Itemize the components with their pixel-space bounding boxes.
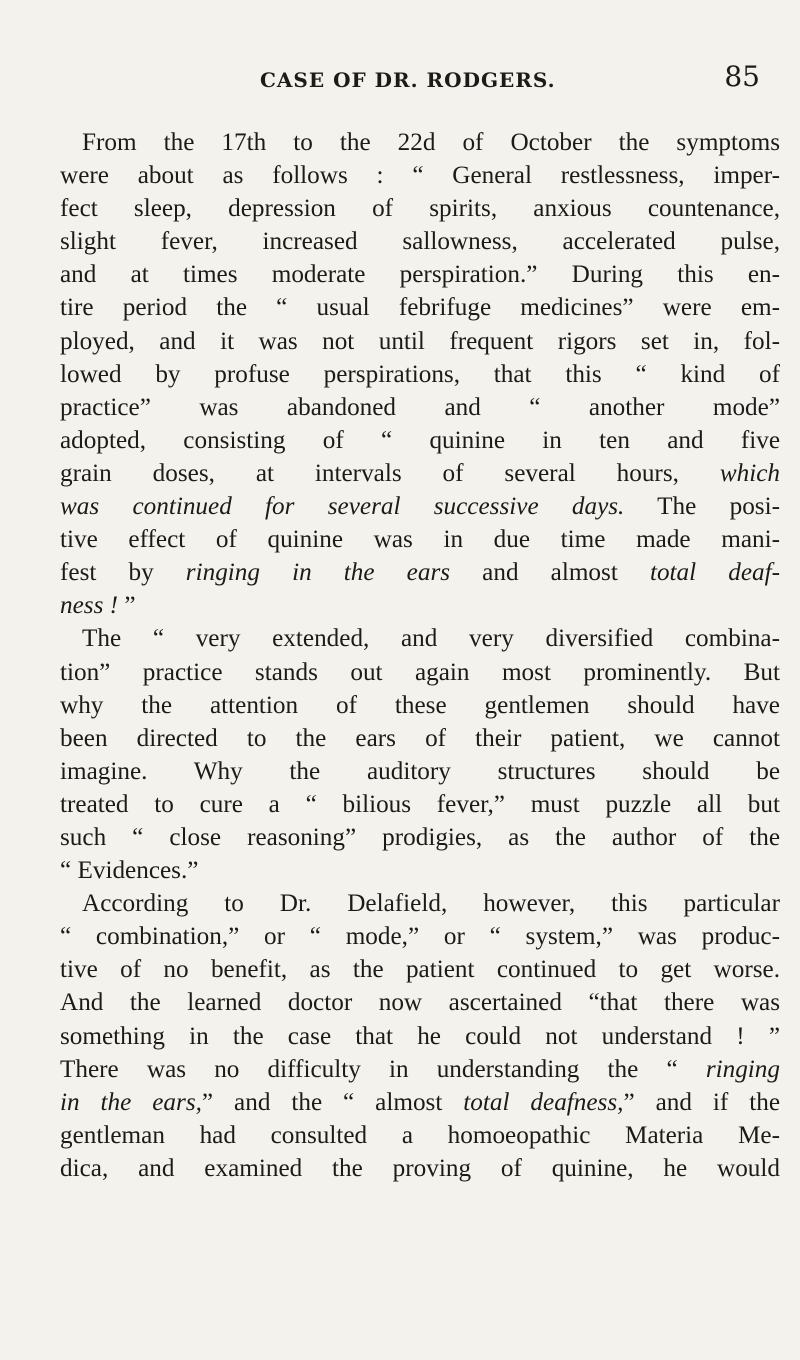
text-line: tion” practice stands out again most prominently. But (60, 658, 780, 686)
text-line (60, 556, 780, 589)
text-line: gentleman had consulted a homoeopathic Materia Me- (60, 1121, 780, 1149)
text-span: ” (124, 592, 136, 620)
text-line: From the 17th to the 22d of October the symptoms (82, 129, 780, 156)
text-span: grain doses, at intervals of several hours, (60, 459, 720, 487)
text-line: “ combination,” or “ mode,” or “ system,” was produc- (60, 923, 780, 951)
text-line: something in the case that he could not understand ! ” (60, 1022, 780, 1050)
italic-text: ness ! (60, 592, 125, 620)
text-line: According to Dr. Delafield, however, this particular (82, 890, 780, 918)
running-head (120, 60, 760, 100)
text-line: And the learned doctor now ascertained “that there was (60, 989, 780, 1017)
text-line (60, 1086, 780, 1119)
text-line: “ Evidences.” (60, 857, 199, 885)
text-span: ” and the “ almost (201, 1088, 464, 1116)
text-line: were about as follows : “ General restlessness, imper- (60, 162, 780, 190)
text-line: why the attention of these gentlemen should have (60, 691, 780, 719)
text-line: and at times moderate perspiration.” During this en- (60, 261, 780, 289)
italic-text: which (719, 459, 780, 487)
text-line: tive of no benefit, as the patient continued to get worse. (60, 956, 780, 984)
text-line: ployed, and it was not until frequent rigors set in, fol- (60, 327, 780, 355)
text-line: treated to cure a “ bilious fever,” must puzzle all but (60, 790, 780, 818)
italic-text: ringing (705, 1055, 780, 1083)
text-line (60, 589, 780, 622)
text-line (60, 490, 780, 523)
text-line: such “ close reasoning” prodigies, as the author of the (60, 823, 780, 851)
italic-text: ringing in the ears (185, 559, 451, 587)
text-line: been directed to the ears of their patient, we cannot (60, 724, 780, 752)
text-line: The “ very extended, and very diversified combina- (82, 625, 780, 653)
text-line: dica, and examined the proving of quinine, he would (60, 1154, 780, 1182)
text-line: tire period the “ usual febrifuge medicines” were em- (60, 294, 780, 322)
text-span: ” and if the (623, 1088, 780, 1116)
text-line: slight fever, increased sallowness, accelerated pulse, (60, 228, 780, 256)
running-head-title: CASE OF DR. RODGERS. (260, 68, 556, 92)
text-line: tive effect of quinine was in due time made mani- (60, 526, 780, 554)
italic-text: was continued for several successive days. (60, 493, 625, 521)
text-line: practice” was abandoned and “ another mode” (60, 393, 780, 421)
text-line: lowed by profuse perspirations, that this “ kind of (60, 360, 780, 388)
text-span: The posi- (624, 493, 780, 521)
page-number: 85 (724, 60, 760, 93)
text-line: fect sleep, depression of spirits, anxious countenance, (60, 195, 780, 223)
italic-text: total deaf- (649, 559, 780, 587)
italic-text: total deafness, (463, 1088, 624, 1116)
italic-text: in the ears, (60, 1088, 202, 1116)
text-line (60, 457, 780, 490)
text-line (60, 1053, 780, 1086)
text-line: imagine. Why the auditory structures should be (60, 757, 780, 785)
text-span: fest by (60, 559, 186, 587)
text-span: and almost (450, 559, 650, 587)
body-text (60, 126, 780, 1185)
text-span: There was no difficulty in understanding the “ (60, 1055, 706, 1083)
text-line: adopted, consisting of “ quinine in ten and five (60, 426, 780, 454)
